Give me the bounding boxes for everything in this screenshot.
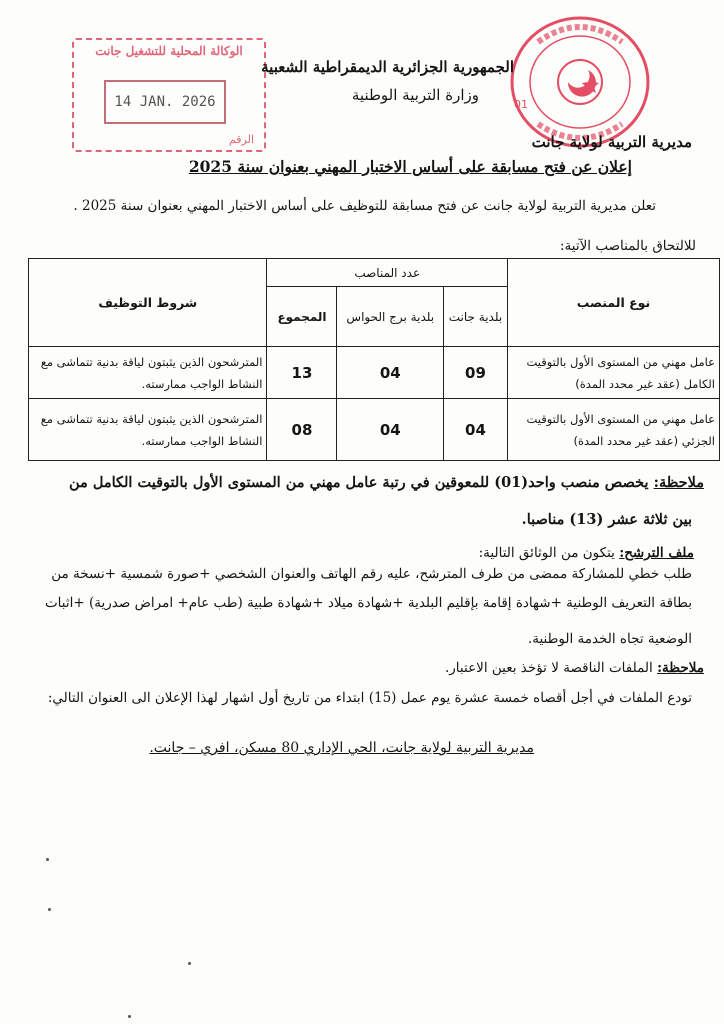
stamp-date: 14 JAN. 2026 [104, 80, 226, 124]
page-title: إعلان عن فتح مسابقة على أساس الاختبار المهني بعنوان سنة 2025 [188, 157, 632, 176]
address: مديرية التربية لولاية جانت، الحي الإداري 80 مسكن، افري – جانت. [149, 740, 534, 756]
file-label: ملف الترشح: [619, 545, 694, 561]
note-2-label: ملاحظة: [657, 660, 704, 676]
note-1-line-2: بين ثلاثة عشر (13) مناصبا. [521, 511, 692, 528]
row-1-position: عامل مهني من المستوى الأول بالتوقيت الكامل (عقد غير محدد المدة) [507, 347, 719, 399]
seal-number: 01 [514, 98, 528, 111]
row-2-conditions: المترشحون الذين يثبتون لياقة بدنية تتماشى مع النشاط الواجب ممارسته. [29, 399, 267, 461]
scan-speck [188, 962, 191, 965]
intro-line-1: تعلن مديرية التربية لولاية جانت عن فتح مسابقة للتوظيف على أساس الاختبار المهني بعنوان سنة 2025 . [73, 198, 656, 214]
directorate-name: مديرية التربية لولاية جانت [531, 133, 692, 151]
row-1-djanet: 09 [444, 347, 508, 399]
note-2 [445, 660, 704, 676]
scan-speck [46, 858, 49, 861]
deposit-text: تودع الملفات في أجل أقصاه خمسة عشرة يوم عمل (15) ابتداء من تاريخ أول اشهار لهذا الإعلان الى العنوان التالي: [47, 690, 692, 706]
note-1-text: يخصص منصب واحد(01) للمعوقين في رتبة عامل مهني من المستوى الأول بالتوقيت الكامل من [68, 474, 649, 491]
positions-table [28, 258, 720, 461]
row-1-bordj: 04 [337, 347, 444, 399]
col-conditions: شروط التوظيف [29, 259, 267, 347]
file-line-2: بطاقة التعريف الوطنية +شهادة إقامة بإقليم البلدية +شهادة ميلاد +شهادة طبية (طب عام+ امراض صدرية) +اثبات [44, 595, 692, 611]
stamp-number-label: الرقم [228, 133, 254, 146]
stamp-agency-text: الوكالة المحلية للتشغيل جانت [95, 44, 243, 58]
official-seal-icon [508, 12, 652, 152]
row-1-total: 13 [267, 347, 337, 399]
note-1-label: ملاحظة: [653, 474, 704, 491]
table-row [29, 347, 720, 399]
republic-name: الجمهورية الجزائرية الديمقراطية الشعبية [261, 58, 514, 76]
row-2-total: 08 [267, 399, 337, 461]
note-2-text: الملفات الناقصة لا تؤخذ بعين الاعتبار. [445, 660, 653, 676]
note-1-line-1 [69, 474, 704, 491]
col-bordj: بلدية برج الحواس [337, 287, 444, 347]
received-date-stamp [72, 38, 266, 152]
col-djanet: بلدية جانت [444, 287, 508, 347]
col-position: نوع المنصب [507, 259, 719, 347]
row-2-position: عامل مهني من المستوى الأول بالتوقيت الجزئي (عقد غير محدد المدة) [507, 399, 719, 461]
file-heading [479, 545, 694, 561]
intro-line-2: للالتحاق بالمناصب الآتية: [559, 238, 696, 254]
scan-speck [48, 908, 51, 911]
table-row [29, 399, 720, 461]
file-line-3: الوضعية تجاه الخدمة الوطنية. [527, 631, 692, 647]
col-count-group: عدد المناصب [267, 259, 507, 287]
file-line-1: طلب خطي للمشاركة ممضى من طرف المترشح، عليه رقم الهاتف والعنوان الشخصي +صورة شمسية +نسخة من [51, 566, 692, 582]
row-2-bordj: 04 [337, 399, 444, 461]
ministry-name: وزارة التربية الوطنية [351, 86, 479, 104]
row-2-djanet: 04 [444, 399, 508, 461]
row-1-conditions: المترشحون الذين يثبتون لياقة بدنية تتماشى مع النشاط الواجب ممارسته. [29, 347, 267, 399]
col-total: المجموع [267, 287, 337, 347]
file-intro: يتكون من الوثائق التالية: [478, 545, 615, 561]
scan-speck [128, 1015, 131, 1018]
